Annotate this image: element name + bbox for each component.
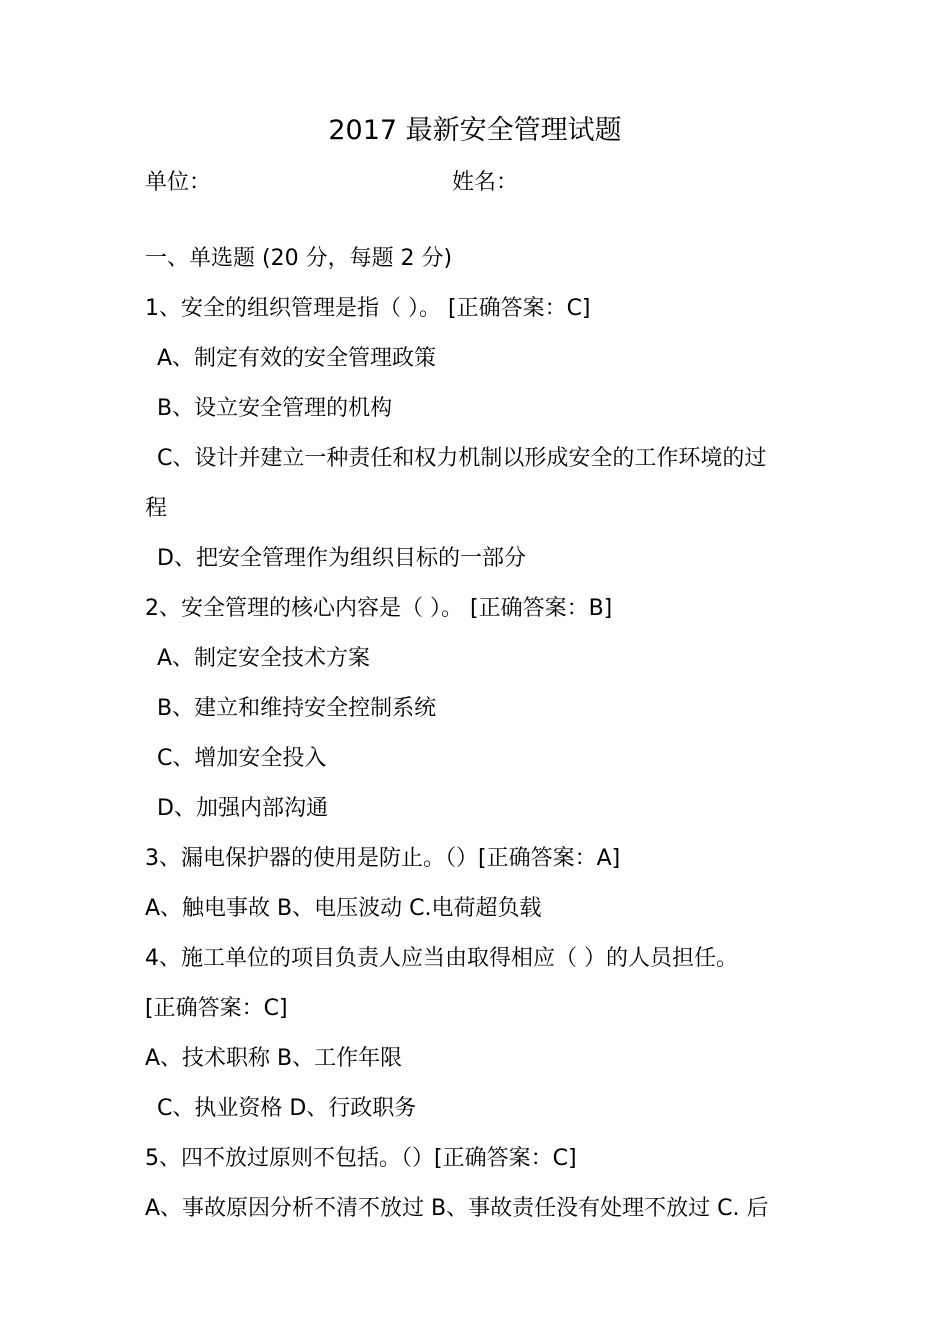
section-heading: 一、单选题 (20 分，每题 2 分): [145, 246, 453, 271]
question-4: 4、施工单位的项目负责人应当由取得相应（ ）的人员担任。: [145, 946, 738, 971]
q2-option-d: D、加强内部沟通: [157, 796, 328, 821]
q2-option-a: A、制定安全技术方案: [157, 646, 371, 671]
question-2: 2、安全管理的核心内容是（ ）。 [正确答案：B]: [145, 596, 613, 621]
q1-option-d: D、把安全管理作为组织目标的一部分: [157, 546, 526, 571]
q1-option-b: B、设立安全管理的机构: [157, 396, 393, 421]
q4-options-cd: C、执业资格 D、行政职务: [157, 1096, 417, 1121]
q5-options: A、事故原因分析不清不放过 B、事故责任没有处理不放过 C. 后: [145, 1196, 769, 1221]
q1-option-a: A、制定有效的安全管理政策: [157, 346, 437, 371]
question-1: 1、安全的组织管理是指（ ）。 [正确答案：C]: [145, 296, 591, 321]
question-3: 3、漏电保护器的使用是防止。（）[正确答案：A]: [145, 846, 621, 871]
name-label: 姓名：: [452, 170, 519, 195]
q3-options: A、触电事故 B、电压波动 C.电荷超负载: [145, 896, 542, 921]
question-5: 5、四不放过原则不包括。（）[正确答案：C]: [145, 1146, 577, 1171]
q2-option-c: C、增加安全投入: [157, 746, 327, 771]
q1-option-c-continued: 程: [145, 496, 168, 521]
q4-answer: [正确答案：C]: [145, 996, 288, 1021]
q2-option-b: B、建立和维持安全控制系统: [157, 696, 437, 721]
page-title: 2017 最新安全管理试题: [328, 115, 622, 146]
q1-option-c: C、设计并建立一种责任和权力机制以形成安全的工作环境的过: [157, 446, 767, 471]
q4-options-ab: A、技术职称 B、工作年限: [145, 1046, 403, 1071]
unit-label: 单位：: [145, 170, 212, 195]
